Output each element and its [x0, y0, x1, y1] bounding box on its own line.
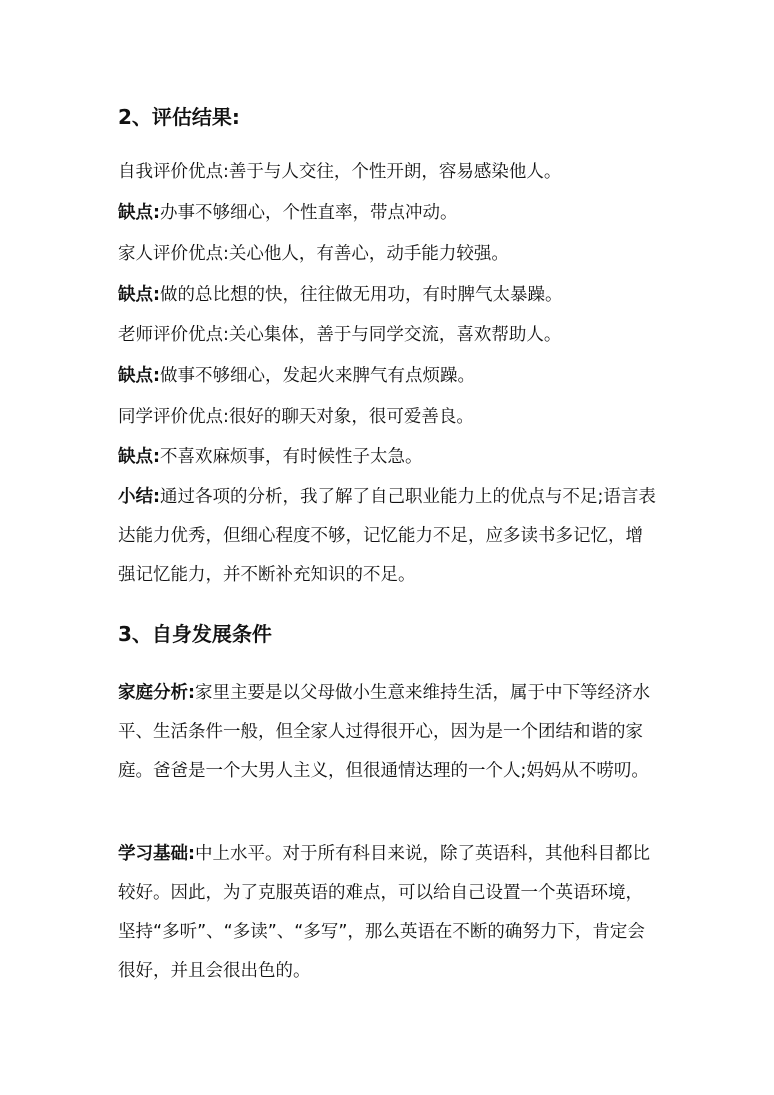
- evaluation-row: [118, 241, 509, 267]
- row-text: 家人评价优点:关心他人，有善心，动手能力较强。: [118, 244, 509, 264]
- family-analysis-label: 家庭分析:: [118, 683, 195, 703]
- row-text: 老师评价优点:关心集体，善于与同学交流，喜欢帮助人。: [118, 325, 562, 345]
- evaluation-row: [118, 444, 423, 470]
- row-text: 办事不够细心，个性直率，带点冲动。: [160, 203, 458, 223]
- study-foundation-label: 学习基础:: [118, 844, 195, 864]
- summary-text: 通过各项的分析，我了解了自己职业能力上的优点与不足;语言表达能力优秀，但细心程度不够，记忆能力不足，应多读书多记忆，增强记忆能力，并不断补充知识的不足。: [118, 487, 656, 585]
- family-analysis-paragraph: [118, 674, 658, 791]
- row-label: 缺点:: [118, 285, 160, 305]
- row-text: 同学评价优点:很好的聊天对象，很可爱善良。: [118, 407, 474, 427]
- row-text: 不喜欢麻烦事，有时候性子太急。: [160, 447, 423, 467]
- family-analysis-text: 家里主要是以父母做小生意来维持生活，属于中下等经济水平、生活条件一般，但全家人过得很开心，因为是一个团结和谐的家庭。爸爸是一个大男人主义，但很通情达理的一个人;妈妈从不唠叨。: [118, 683, 650, 781]
- row-text: 做事不够细心，发起火来脾气有点烦躁。: [160, 366, 475, 386]
- section-2-heading: 2、评估结果:: [118, 105, 240, 129]
- row-text: 自我评价优点:善于与人交往，个性开朗，容易感染他人。: [118, 162, 562, 182]
- section-3-heading: 3、自身发展条件: [118, 622, 272, 646]
- evaluation-row: [118, 404, 474, 430]
- study-foundation-text: 中上水平。对于所有科目来说，除了英语科，其他科目都比较好。因此，为了克服英语的难点，可以给自己设置一个英语环境，坚持“多听”、“多读”、“多写”，那么英语在不断的确努力下，肯定会很好，并且会很出色的。: [118, 844, 650, 981]
- summary-label: 小结:: [118, 487, 160, 507]
- evaluation-row: [118, 363, 475, 389]
- study-foundation-paragraph: [118, 835, 658, 991]
- evaluation-row: [118, 200, 458, 226]
- evaluation-row: [118, 159, 561, 185]
- row-label: 缺点:: [118, 447, 160, 467]
- row-text: 做的总比想的快，往往做无用功，有时脾气太暴躁。: [160, 285, 563, 305]
- evaluation-row: [118, 322, 561, 348]
- row-label: 缺点:: [118, 203, 160, 223]
- row-label: 缺点:: [118, 366, 160, 386]
- summary-paragraph: [118, 478, 658, 595]
- evaluation-row: [118, 282, 563, 308]
